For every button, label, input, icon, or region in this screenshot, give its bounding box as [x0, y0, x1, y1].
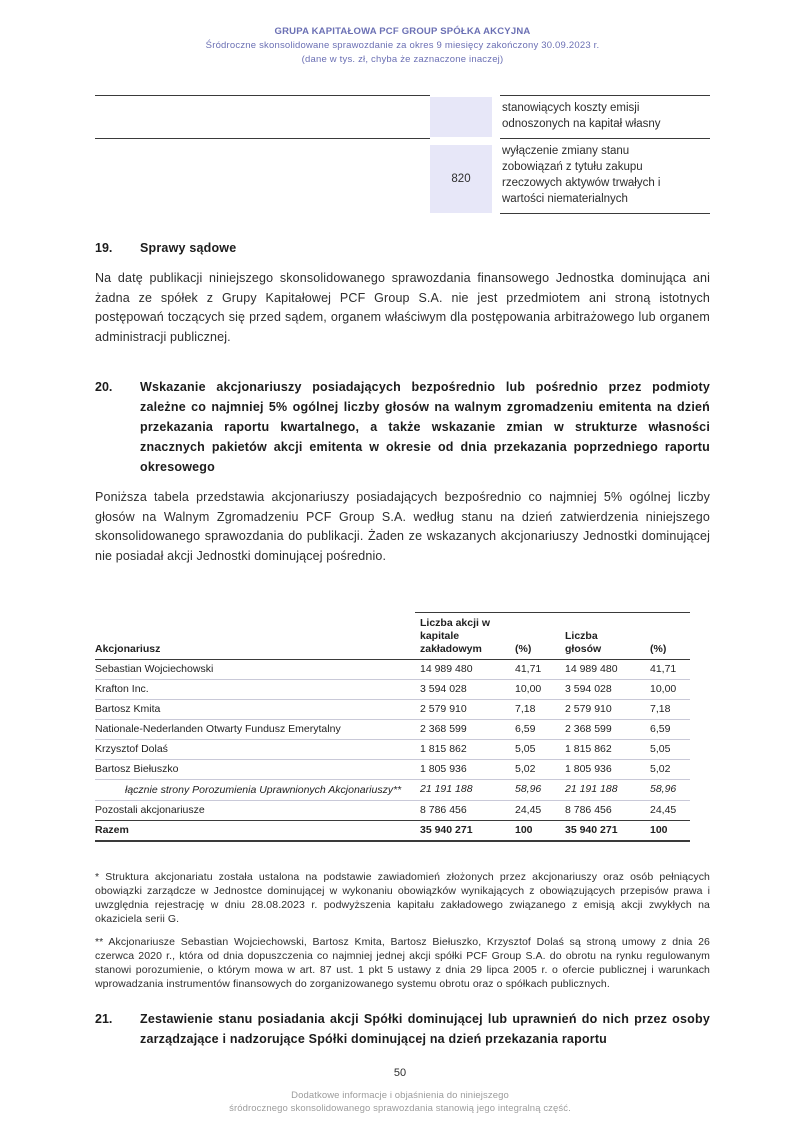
table-row: [95, 700, 690, 720]
column-header-shares: Liczba akcji w kapitale zakładowym: [420, 617, 491, 655]
value-highlight: [430, 97, 492, 137]
table-row: [95, 801, 690, 821]
table-row: [95, 95, 710, 139]
votes-percent: 10,00: [650, 683, 677, 695]
carryover-table: [95, 95, 710, 214]
votes-count: 35 940 271: [565, 824, 618, 836]
shares-percent: 24,45: [515, 804, 542, 816]
votes-percent: 41,71: [650, 663, 677, 675]
value-cell: [430, 139, 492, 214]
footnote-2: ** Akcjonariusze Sebastian Wojciechowski, Bartosz Kmita, Bartosz Biełuszko, Krzysztof Dolaś są stroną umowy z dnia 26 czerwca 2020 r., która od dnia dopuszczenia co najmniej jednej akcji spółki PCF Group S.A. do obrotu na rynku regulowanym stanowi porozumienie, o którym mowa w art. 87 ust. 1 pkt 5 ustawy z dnia 29 lipca 2005 r. o ofercie publicznej i warunkach wprowadzania instrumentów finansowych do zorganizowanego systemu obrotu oraz o spółkach publicznych.: [95, 936, 710, 990]
section-21-heading: [95, 1009, 710, 1049]
section-19-body: Na datę publikacji niniejszego skonsolidowanego sprawozdania finansowego Jednostka dominująca ani żadna ze spółek z Grupy Kapitałowej PCF Group S.A. nie jest przedmiotem ani stroną istotnych postępowań toczących się przed sądem, organem właściwym dla postępowania arbitrażowego lub organem administracji publicznej.: [95, 271, 710, 344]
numeric-headers-group: [415, 612, 690, 659]
table-row-agreement-parties: [95, 780, 690, 801]
shares-percent: 6,59: [515, 723, 536, 735]
table-row: [95, 139, 710, 214]
shareholder-name: Nationale-Nederlanden Otwarty Fundusz Emerytalny: [95, 723, 341, 735]
shareholder-name: łącznie strony Porozumienia Uprawnionych Akcjonariuszy**: [125, 784, 402, 796]
votes-count: 21 191 188: [565, 783, 618, 795]
row-description: wyłączenie zmiany stanu zobowiązań z tytułu zakupu rzeczowych aktywów trwałych i wartości niematerialnych: [500, 139, 710, 214]
shareholders-table: [95, 612, 690, 842]
row-description: stanowiących koszty emisji odnoszonych na kapitał własny: [500, 95, 710, 139]
votes-percent: 7,18: [650, 703, 671, 715]
section-number: 21.: [95, 1012, 113, 1026]
table-row: [95, 720, 690, 740]
table-row: [95, 740, 690, 760]
votes-count: 1 815 862: [565, 743, 612, 755]
shareholder-name: Bartosz Kmita: [95, 703, 161, 715]
section-number: 20.: [95, 380, 113, 394]
company-name: GRUPA KAPITAŁOWA PCF GROUP SPÓŁKA AKCYJNA: [274, 26, 531, 37]
table-row: [95, 760, 690, 780]
votes-count: 3 594 028: [565, 683, 612, 695]
shares-count: 8 786 456: [420, 804, 467, 816]
column-header-shareholder: Akcjonariusz: [95, 643, 161, 655]
section-20-body: Poniższa tabela przedstawia akcjonariuszy posiadających bezpośrednio co najmniej 5% ogólnej liczby głosów na Walnym Zgromadzeniu PCF Group S.A. według stanu na dzień zatwierdzenia niniejszego skonsolidowanego sprawozdania do publikacji. Żaden ze wskazanych akcjonariuszy Jednostki dominującej nie posiadał akcji Jednostki dominującej pośrednio.: [95, 490, 710, 563]
empty-cell: [95, 139, 430, 214]
votes-percent: 24,45: [650, 804, 677, 816]
shares-percent: 100: [515, 824, 533, 836]
table-header-row: [95, 612, 690, 660]
shares-count: 1 815 862: [420, 743, 467, 755]
shares-count: 35 940 271: [420, 824, 473, 836]
shareholder-name: Pozostali akcjonariusze: [95, 804, 205, 816]
shares-count: 3 594 028: [420, 683, 467, 695]
shares-count: 2 368 599: [420, 723, 467, 735]
shares-percent: 5,02: [515, 763, 536, 775]
value-highlight: 820: [430, 145, 492, 213]
shares-percent: 58,96: [515, 783, 542, 795]
shares-percent: 10,00: [515, 683, 542, 695]
votes-percent: 5,02: [650, 763, 671, 775]
footer-note-line-2: śródrocznego skonsolidowanego sprawozdania stanowią jego integralną część.: [229, 1103, 571, 1114]
footnote-1: * Struktura akcjonariatu została ustalona na podstawie zawiadomień złożonych przez akcjonariuszy oraz osób pełniących obowiązki zarządcze w Jednostce dominującej w wykonaniu obowiązków wynikających z obowiązujących przepisów prawa i uwzględnia rejestrację w dniu 28.08.2023 r. podwyższenia kapitału zakładowego związanego z emisją akcji zwykłych na okaziciela serii G.: [95, 871, 710, 925]
column-header-votes: [555, 630, 645, 659]
document-header: [95, 25, 710, 67]
column-header-votes-label: Liczba głosów: [565, 630, 602, 655]
votes-percent: 6,59: [650, 723, 671, 735]
votes-count: 2 368 599: [565, 723, 612, 735]
report-scale-note: (dane w tys. zł, chyba że zaznaczone inaczej): [301, 54, 504, 65]
shares-percent: 5,05: [515, 743, 536, 755]
report-subtitle: Śródroczne skonsolidowane sprawozdanie za okres 9 miesięcy zakończony 30.09.2023 r.: [205, 40, 600, 51]
shares-count: 1 805 936: [420, 763, 467, 775]
shareholder-name: Krafton Inc.: [95, 683, 149, 695]
votes-percent: 5,05: [650, 743, 671, 755]
shares-count: 14 989 480: [420, 663, 473, 675]
value-cell: [430, 95, 492, 139]
column-header-shares-percent: (%): [515, 643, 532, 655]
votes-percent: 58,96: [650, 783, 677, 795]
section-title: Sprawy sądowe: [140, 241, 237, 255]
shares-percent: 41,71: [515, 663, 542, 675]
section-number: 19.: [95, 241, 113, 255]
votes-count: 14 989 480: [565, 663, 618, 675]
section-19-heading: [95, 238, 710, 258]
footer-note: [0, 1089, 800, 1115]
table-row-total: [95, 821, 690, 842]
shareholder-name: Sebastian Wojciechowski: [95, 663, 214, 675]
shares-count: 2 579 910: [420, 703, 467, 715]
shares-count: 21 191 188: [420, 783, 473, 795]
shareholder-name: Bartosz Biełuszko: [95, 763, 179, 775]
votes-count: 8 786 456: [565, 804, 612, 816]
column-header-votes-percent: (%): [650, 643, 667, 655]
section-20-heading: [95, 377, 710, 477]
empty-cell: [95, 95, 430, 139]
section-title: Wskazanie akcjonariuszy posiadających bezpośrednio lub pośrednio przez podmioty zależne co najmniej 5% ogólnej liczby głosów na walnym zgromadzeniu emitenta na dzień przekazania raportu kwartalnego, a także wskazanie zmian w strukturze własności znacznych pakietów akcji emitenta w okresie od dnia przekazania poprzedniego raportu okresowego: [140, 380, 710, 474]
page-number: 50: [393, 1067, 407, 1079]
shares-percent: 7,18: [515, 703, 536, 715]
table-row: [95, 680, 690, 700]
shareholder-name: Krzysztof Dolaś: [95, 743, 168, 755]
votes-count: 1 805 936: [565, 763, 612, 775]
section-title: Zestawienie stanu posiadania akcji Spółki dominującej lub uprawnień do nich przez osoby zarządzające i nadzorujące Spółki dominującej na dzień przekazania raportu: [140, 1012, 710, 1046]
footer-note-line-1: Dodatkowe informacje i objaśnienia do niniejszego: [291, 1090, 509, 1101]
total-label: Razem: [95, 824, 129, 836]
votes-percent: 100: [650, 824, 668, 836]
votes-count: 2 579 910: [565, 703, 612, 715]
table-row: [95, 660, 690, 680]
